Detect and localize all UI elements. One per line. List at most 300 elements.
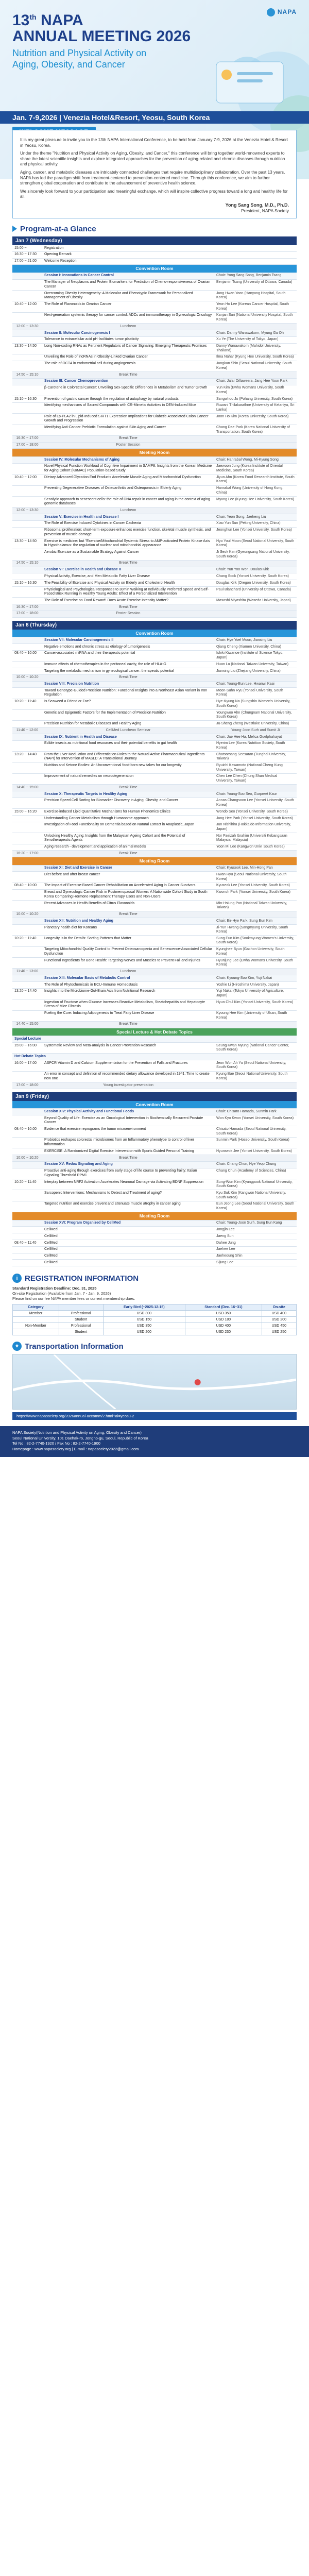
time-cell [12, 1115, 42, 1126]
time-cell [12, 520, 42, 527]
talk-row [12, 999, 297, 1010]
speaker: Myung Lee (Kyung Hee University, South Korea) [214, 496, 297, 507]
welcome-paragraph: It is my great pleasure to invite you to the 13th NAPA International Conference, to be held from January 7-9, 2026 at the Venezia Hotel & Resort in Yeosu, Korea. [20, 138, 288, 148]
time-cell [12, 1260, 42, 1266]
time-cell [12, 586, 42, 597]
talk-title: Toward Genotype-Guided Precision Nutrition: Functional Insights into a Northeast Asian Variant in Iron Regulation [42, 688, 214, 699]
time-cell [12, 681, 42, 688]
talk-title: Registration [42, 245, 214, 251]
talk-title: Identifying mechanisms of Sacred Compounds with CR-Mimetic Activities in DEN-Induced Mice [42, 402, 214, 413]
room-header [12, 1101, 297, 1109]
break-label: Break Time [42, 674, 214, 681]
talk-title: β-Carotene in Colorectal Cancer: Unveiling Sex-Specific Differences in Metabolism and Tumor Growth [42, 385, 214, 396]
time-cell [12, 918, 42, 925]
speaker: Hyunseok Jee (Yonsei University, South Korea) [214, 1148, 297, 1155]
registration-fee-table [12, 1304, 297, 1335]
talk-row [12, 425, 297, 435]
talk-title: Session VIII: Precision Nutrition [42, 681, 214, 688]
session-row [12, 378, 297, 385]
logo-mark-icon [267, 8, 275, 16]
schedule-table-day3 [12, 1101, 297, 1266]
time-cell: 15:00 ~ [12, 245, 42, 251]
break-detail [214, 911, 297, 918]
speaker: Seung Kwan Myung (National Cancer Center, South Korea) [214, 1043, 297, 1054]
break-row [12, 911, 297, 918]
fee-cell: USD 450 [262, 1323, 296, 1329]
break-detail [214, 1155, 297, 1162]
day-header: Jan 9 (Friday) [12, 1092, 297, 1101]
break-label: Break Time [42, 785, 214, 791]
break-row [12, 1155, 297, 1162]
speaker: Ilma Nahar (Kyung Hee University, South Korea) [214, 354, 297, 361]
time-cell [12, 999, 42, 1010]
break-row [12, 442, 297, 449]
time-cell [12, 762, 42, 773]
speaker: Chair: Jalar Dillaweera, Jang Hee Yoon Park [214, 378, 297, 385]
talk-row [12, 815, 297, 822]
talk-row [12, 740, 297, 751]
talk-title: Session XVI: Program Organized by CellMed [42, 1220, 214, 1227]
talk-title: Session II: Molecular Carcinogenesis I [42, 330, 214, 336]
speaker: Chair: Chisato Hamada, Sunmin Park [214, 1109, 297, 1115]
break-label: Break Time [42, 851, 214, 857]
time-cell [12, 688, 42, 699]
talk-title: Improvement of natural remedies on neurodegeneration [42, 773, 214, 784]
talk-row [12, 586, 297, 597]
talk-row [12, 924, 297, 935]
talk-title: CellMed [42, 1253, 214, 1260]
time-cell: 15:10 ~ 16:30 [12, 580, 42, 587]
time-cell [12, 872, 42, 883]
break-label: Luncheon [42, 507, 214, 514]
time-cell [12, 1227, 42, 1233]
talk-row [12, 900, 297, 911]
break-label: Break Time [42, 1021, 214, 1028]
talk-title: Functional Ingredients for Bone Health: Targeting Nerves and Muscles to Prevent Fall and Injuries [42, 958, 214, 969]
break-row [12, 1082, 297, 1089]
talk-row [12, 1060, 297, 1071]
speaker: Chair: Kyuseok Lee, Min-Hong Pan [214, 865, 297, 872]
speaker: Ju-Sheng Zheng (Westlake University, China) [214, 721, 297, 727]
talk-title: EXERCISE: A Randomized Digital Exercise Intervention with Sports Guided Personal Training [42, 1148, 214, 1155]
talk-title: Session III: Cancer Chemoprevention [42, 378, 214, 385]
speaker: Ruwani Thilakarathne (University of Kelaniya, Sri Lanka) [214, 402, 297, 413]
talk-row [12, 1148, 297, 1155]
speaker: Ryuichi Kawamoto (National Cheng Kung University, Taiwan) [214, 762, 297, 773]
talk-title: Targeting the metabolic mechanism in gynecological cancer: therapeutic potential [42, 668, 214, 674]
break-detail [214, 674, 297, 681]
speaker: Chair: Yeon Song, Jaeheng Liu [214, 514, 297, 521]
talk-title: Evidence that exercise reprograms the tumor microenvironment [42, 1126, 214, 1137]
room-header [12, 1212, 297, 1221]
talk-row [12, 463, 297, 474]
talk-row [12, 279, 297, 290]
break-label: Break Time [42, 604, 214, 611]
break-label: Luncheon [42, 969, 214, 975]
room-label: Meeting Room [12, 1212, 297, 1221]
talk-title: Session I: Innovations in Cancer Control [42, 273, 214, 279]
break-row [12, 604, 297, 611]
talk-row [12, 1253, 297, 1260]
talk-title: Session X: Therapeutic Targets in Healthy Aging [42, 791, 214, 798]
fee-header-row [13, 1304, 297, 1311]
talk-row [12, 844, 297, 851]
fee-cell: USD 200 [103, 1329, 185, 1335]
break-detail [214, 442, 297, 449]
time-cell [12, 402, 42, 413]
speaker: Jongjin Lee [214, 1227, 297, 1233]
talk-row [12, 301, 297, 312]
session-row [12, 637, 297, 644]
fee-cell: USD 300 [103, 1311, 185, 1317]
talk-title: Planetary health diet for Koreans [42, 924, 214, 935]
speaker: Kanjan Suri (National University Hospital, South Korea) [214, 312, 297, 323]
speaker: Dahee Jung [214, 1240, 297, 1247]
talk-title: Aging research - development and application of animal models [42, 844, 214, 851]
talk-row [12, 312, 297, 323]
talk-row [12, 688, 297, 699]
fee-cell [13, 1317, 59, 1323]
break-row [12, 324, 297, 330]
speaker: Chair: Yong Sang Song, Benjamin Tsang [214, 273, 297, 279]
talk-row [12, 936, 297, 946]
break-detail [214, 604, 297, 611]
talk-title: Session VI: Exercise in Health and Disease II [42, 567, 214, 573]
break-label: Young investigator presentation [42, 1082, 214, 1089]
talk-row [12, 833, 297, 844]
talk-title: Session VII: Molecular Carcinogenesis II [42, 637, 214, 644]
time-cell [12, 273, 42, 279]
talk-row [12, 496, 297, 507]
talk-row [12, 291, 297, 301]
talk-row [12, 258, 297, 265]
hero-subtitle: Nutrition and Physical Activity on Aging, Obesity, and Cancer [12, 48, 147, 70]
talk-row [12, 1043, 297, 1054]
time-cell: 11:40 ~ 13:00 [12, 969, 42, 975]
talk-title: Recent Advances in Health Benefits of Citrus Flavonoids [42, 900, 214, 911]
room-header [12, 630, 297, 637]
talk-row [12, 598, 297, 604]
talk-title: Overcoming Obesity Heterogeneity: A Molecular and Phenotypic Framework for Personalized Management of Obesity [42, 291, 214, 301]
fee-cell: USD 400 [262, 1311, 296, 1317]
break-detail [214, 560, 297, 567]
talk-row [12, 822, 297, 833]
speaker: Nor Faeizah Ibrahim (Universiti Kebangsaan Malaysia, Malaysia) [214, 833, 297, 844]
talk-title: CellMed [42, 1260, 214, 1266]
day-header: Jan 7 (Wednesday) [12, 236, 297, 245]
time-cell [12, 844, 42, 851]
speaker: Jaewoon Jung (Korea Institute of Oriental Medicine, South Korea) [214, 463, 297, 474]
speaker: Chair: Young-Joon Surh, Sung Eun Kang [214, 1220, 297, 1227]
speaker: Wondo Seo (Yonsei University, South Korea) [214, 809, 297, 816]
room-label: Convention Room [12, 630, 297, 637]
talk-row [12, 1233, 297, 1240]
time-cell [12, 414, 42, 425]
time-cell: 15:10 ~ 16:30 [12, 396, 42, 402]
time-cell [12, 361, 42, 371]
time-cell [12, 378, 42, 385]
talk-title: Systematic Review and Meta-analysis in Cancer Prevention Research [42, 1043, 214, 1054]
talk-title: Ribosomal proliferation: short-term exposure enhances exercise function, skeletal muscle synthesis, and prevention of muscle damage [42, 527, 214, 538]
session-row [12, 1109, 297, 1115]
time-cell: 16:30 ~ 17:30 [12, 251, 42, 258]
fee-cell: USD 350 [103, 1323, 185, 1329]
time-cell [12, 463, 42, 474]
session-row [12, 1220, 297, 1227]
program-title: Program-at-a Glance [12, 225, 297, 233]
time-cell: 10:20 ~ 11:40 [12, 936, 42, 946]
time-cell [12, 567, 42, 573]
fee-header-cell [59, 1304, 103, 1311]
talk-title: Exercise is medicine: but "Exercise/Mitochondrial Systemic Stress to AMP-activated Protein Kinase Axis in Hypothalamus: the regulation of nuclear and mitochondrial appearance [42, 538, 214, 549]
speaker: Ji-Yun Hwang (Sangmyung University, South Korea) [214, 924, 297, 935]
time-cell: 15:00 ~ 16:00 [12, 1043, 42, 1054]
time-cell [12, 1190, 42, 1201]
speaker: Chang Chun (Academy of Sciences, China) [214, 1168, 297, 1179]
schedule-table-day1 [12, 245, 297, 618]
talk-title: The role of OCT4 in endometrial cell during angiogenesis [42, 361, 214, 371]
speaker: Chair: Young-Soo Seo, Gurpreet Kaur [214, 791, 297, 798]
speaker: Kyuseok Lee (Yonsei University, South Korea) [214, 883, 297, 889]
talk-title: Targeting Mitochondrial Quality Control to Prevent Osteosarcopenia and Senescence-Associated Cellular Dysfunction [42, 946, 214, 957]
talk-row [12, 485, 297, 496]
session-row [12, 681, 297, 688]
speaker: Min-Hsiung Pan (National Taiwan University, Taiwan) [214, 900, 297, 911]
time-cell: 13:30 ~ 14:50 [12, 538, 42, 549]
talk-row [12, 527, 297, 538]
time-cell [12, 975, 42, 982]
talk-title: Targeted nutrition and exercise prevent and attenuate muscle atrophy in cancer aging [42, 1201, 214, 1212]
talk-title: Understanding Cancer Metabolism through Humanome approach [42, 815, 214, 822]
fee-cell: USD 400 [185, 1323, 262, 1329]
time-cell: 10:20 ~ 11:40 [12, 699, 42, 709]
time-cell: 10:00 ~ 10:20 [12, 911, 42, 918]
talk-title: Session V: Exercise in Health and Disease I [42, 514, 214, 521]
time-cell [12, 734, 42, 740]
break-detail: Young-Joon Surh and Sumit Ji [214, 727, 297, 734]
talk-row [12, 798, 297, 808]
session-row [12, 791, 297, 798]
time-cell [12, 900, 42, 911]
talk-row [12, 414, 297, 425]
time-cell [12, 924, 42, 935]
talk-row [12, 668, 297, 674]
talk-title: The Role of Exercise Induced Cytokines in Cancer Cachexia [42, 520, 214, 527]
talk-row [12, 1071, 297, 1082]
time-cell: 16:30 ~ 17:00 [12, 435, 42, 442]
speaker: Yoon Mi Lee (Kangwon Univ, South Korea) [214, 844, 297, 851]
program-schedule [12, 236, 297, 1266]
time-cell: 14:50 ~ 15:10 [12, 372, 42, 379]
talk-title: Physical Activity, Exercise, and Men Metabolic Fatty Liver Disease [42, 573, 214, 580]
talk-title: Negative emotions and chronic stress as etiology of tumorigenesis [42, 644, 214, 651]
talk-title: Session IX: Nutrient in Health and Disease [42, 734, 214, 740]
talk-title: Immune effects of chemotherapies in the peritoneal cavity, the role of HLA-G [42, 662, 214, 668]
break-label: Poster Session [42, 611, 214, 617]
talk-title: The Impact of Exercise-Based Cancer Rehabilitation on Accelerated Aging in Cancer Survivors [42, 883, 214, 889]
fee-cell [13, 1329, 59, 1335]
time-cell: 13:20 ~ 14:40 [12, 752, 42, 762]
time-cell: 14:40 ~ 15:00 [12, 1021, 42, 1028]
talk-title: Session XIV: Physical Activity and Functional Foods [42, 1109, 214, 1115]
speaker: Chair: Young-Eun Lee, Hwanwi Kaai [214, 681, 297, 688]
time-cell [12, 889, 42, 900]
speaker: Chisato Hamada (Seoul National University, South Korea) [214, 1126, 297, 1137]
time-cell [12, 514, 42, 521]
talk-title: Long Non-coding RNAs as Pertinent Regulators of Cancer Signaling: Emerging Therapeutic Promises [42, 343, 214, 354]
time-cell [12, 981, 42, 988]
fee-row [13, 1311, 297, 1317]
talk-row [12, 520, 297, 527]
speaker: Benjamin Tsang (University of Ottawa, Canada) [214, 279, 297, 290]
talk-title: Role of Lp-PLA2 in Lipid-Induced SIRT1 Expression Implications for Diabetic-Associated Colon Cancer Growth and Progression [42, 414, 214, 425]
talk-title: Novel Physical Function Workload of Cognitive Impairment in SAMP8: Insights from the Korean Medicine for Aging Cohort (KoMAC) Population-based Study [42, 463, 214, 474]
subsection-title [12, 1054, 297, 1060]
break-row [12, 851, 297, 857]
speaker: Chair: Kyoung-Soo Kim, Yuji Nakai [214, 975, 297, 982]
speaker: Jaehee Lee [214, 1246, 297, 1253]
talk-title: Session IV: Molecular Mechanisms of Aging [42, 457, 214, 464]
speaker: Chair: Hye Yoel Moon, Jianxing Liu [214, 637, 297, 644]
welcome-paragraph: Under the theme "Nutrition and Physical Activity on Aging, Obesity, and Cancer," this conference will bring together world-renowned experts to share the latest scientific insights and explore integrated approaches for the prevention of aging-related and chronic diseases through nutrition and physical activity. [20, 151, 285, 167]
talk-row [12, 343, 297, 354]
time-cell [12, 865, 42, 872]
talk-row [12, 402, 297, 413]
speaker: Jeon Won Ah Yu (Seoul National University, South Korea) [214, 1060, 297, 1071]
time-cell [12, 721, 42, 727]
speaker: Chair: Chang Chun, Hye Yeop Chung [214, 1161, 297, 1168]
talk-title: An error in concept and definition of recommended dietary allowance developed in 1941: Time to create new one [42, 1071, 214, 1082]
break-row [12, 611, 297, 617]
speaker: Paul Blanchard (University of Ottawa, Canada) [214, 586, 297, 597]
talk-title: Next-generation systemic therapy for cancer control: ADCs and immunotherapy in Gynecologic Oncology [42, 312, 214, 323]
talk-row [12, 336, 297, 343]
talk-title: Precision Nutrition for Metabolic Diseases and Healthy Aging [42, 721, 214, 727]
talk-row [12, 752, 297, 762]
fee-cell: Student [59, 1329, 103, 1335]
session-row [12, 514, 297, 521]
session-row [12, 918, 297, 925]
talk-title: Probiotics reshapes colorectal microbiomes from an Inflammatory phenotype to control of liver inflammation [42, 1137, 214, 1148]
subsection-title [12, 1036, 297, 1043]
talk-row [12, 981, 297, 988]
speaker: Kyoung Hee Kim (University of Ulsan, South Korea) [214, 1010, 297, 1021]
break-row [12, 507, 297, 514]
speaker: Sung-Won Kim (Kyungpook National University, South Korea) [214, 1179, 297, 1190]
fee-cell: USD 200 [262, 1317, 296, 1323]
talk-title: Unveiling the Role of lncRNAs in Obesity-Linked Ovarian Cancer [42, 354, 214, 361]
time-cell [12, 1109, 42, 1115]
speaker: Chatsorsang Seesaran (Tunghai University, Taiwan) [214, 752, 297, 762]
break-detail [214, 1021, 297, 1028]
talk-row [12, 1168, 297, 1179]
speaker: Chair: Hanrabal Wong, Mi-Kyung Song [214, 457, 297, 464]
speaker: Chair: Yun Yoo Won, Doulas Kirk [214, 567, 297, 573]
fee-header-cell: Standard (Dec. 16~31) [185, 1304, 262, 1311]
speaker: Yeon Ho Lee (Korean Cancer Hospital, South Korea) [214, 301, 297, 312]
talk-title: Welcome Reception [42, 258, 214, 265]
speaker: Masashi Miyashita (Waseda University, Japan) [214, 598, 297, 604]
break-detail [214, 969, 297, 975]
speaker: Chang Dae Park (Korea National University of Transportation, South Korea) [214, 425, 297, 435]
fee-cell: Member [13, 1311, 59, 1317]
talk-title: Ingestion of Fructose when Glucose Increases Reactive Metabolism, Steatohepatitis and Hepatocyte Stress of Mice Fibrosis [42, 999, 214, 1010]
speaker: Youngwoo Ahn (Chungnam National University, South Korea) [214, 710, 297, 721]
speaker: Hwan Ryu (Seoul National University, South Korea) [214, 872, 297, 883]
talk-title: Insights into the Microbiome-Gut-Brain Axis from Nutritional Research [42, 988, 214, 999]
break-detail [214, 851, 297, 857]
talk-row [12, 385, 297, 396]
registration-section: i REGISTRATION INFORMATION Standard Registration Deadline: Dec. 31, 2025 On-site Registration (Available from Jan. 7 - Jan. 9, 2026) Please find on our fee NAPA member fees or current membership dues. Category Early Bird (~2025-12-15) Standard (Dec. 16~31) On-site Member Professional USD 300 USD 350 USD 400 Student USD 150 USD 180 USD 200 Non-Member Professional USD 350 USD 400 USD 450 Student USD 200 USD 230 USD 250 [12, 1274, 297, 1335]
talk-row [12, 396, 297, 402]
speaker: Danny Wanawakorn (Mahidol University, Thailand) [214, 343, 297, 354]
speaker [214, 251, 297, 258]
time-cell [12, 354, 42, 361]
speaker: Annas Changsoon Lee (Yonsei University, South Korea) [214, 798, 297, 808]
talk-row [12, 762, 297, 773]
talk-title: Investigation of Food Functionality on Dementia based on Natural Extract in Anaplastic, Japan [42, 822, 214, 833]
speaker: Jun Nishihira (Hokkaido Information University, Japan) [214, 822, 297, 833]
time-cell [12, 1137, 42, 1148]
talk-title: Session XI: Diet and Exercise in Cancer [42, 865, 214, 872]
session-row [12, 865, 297, 872]
session-row [12, 1161, 297, 1168]
fee-cell: Non-Member [13, 1323, 59, 1329]
time-cell: 12:00 ~ 13:30 [12, 507, 42, 514]
talk-row [12, 361, 297, 371]
break-detail [214, 785, 297, 791]
talk-row [12, 1115, 297, 1126]
talk-title: Nutrition and Ketone Bodies: An Unconventional food-born new takes for our longevity [42, 762, 214, 773]
speaker: Jaeheoung Shin [214, 1253, 297, 1260]
break-row [12, 785, 297, 791]
talk-row [12, 1179, 297, 1190]
time-cell [12, 279, 42, 290]
transport-link[interactable]: https://www.napasociety.org/2026annual-accomm/2.html?al=yeosu-2 [12, 1412, 297, 1420]
session-row [12, 273, 297, 279]
talk-title: Diet before and after breast cancer [42, 872, 214, 883]
time-cell: 14:40 ~ 15:00 [12, 785, 42, 791]
talk-title: Longevity is in the Details: Sorting Patterns that Matter [42, 936, 214, 946]
time-cell: 10:00 ~ 10:20 [12, 674, 42, 681]
talk-title: Physiological and Psychological Responses to 30min Walking at Individually Preferred Speed and Self-Paced Brisk Running in Healthy Young Adults: Effect of a Personalized Intervention [42, 586, 214, 597]
time-cell [12, 773, 42, 784]
time-cell: 08:40 ~ 11:40 [12, 1240, 42, 1247]
time-cell [12, 644, 42, 651]
time-cell: 16:00 ~ 17:00 [12, 1060, 42, 1071]
talk-row [12, 538, 297, 549]
room-label: Meeting Room [12, 449, 297, 457]
time-cell [12, 1201, 42, 1212]
fee-cell: USD 350 [185, 1311, 262, 1317]
time-cell: 08:40 ~ 10:00 [12, 883, 42, 889]
time-cell [12, 946, 42, 957]
break-label: Poster Session [42, 442, 214, 449]
speaker: Sunmin Park (Hoseo University, South Korea) [214, 1137, 297, 1148]
talk-title: Session XII: Nutrition and Healthy Aging [42, 918, 214, 925]
talk-row [12, 883, 297, 889]
time-cell: 17:00 ~ 18:00 [12, 1082, 42, 1089]
time-cell [12, 710, 42, 721]
time-cell [12, 798, 42, 808]
talk-title: Cancer-associated miRNA and their therapeutic potential [42, 650, 214, 661]
break-row [12, 727, 297, 734]
speaker: Kyunghee Byun (Gachon University, South Korea) [214, 946, 297, 957]
talk-row [12, 1190, 297, 1201]
time-cell: 10:20 ~ 11:40 [12, 1179, 42, 1190]
fee-row [13, 1317, 297, 1323]
break-label: Break Time [42, 911, 214, 918]
